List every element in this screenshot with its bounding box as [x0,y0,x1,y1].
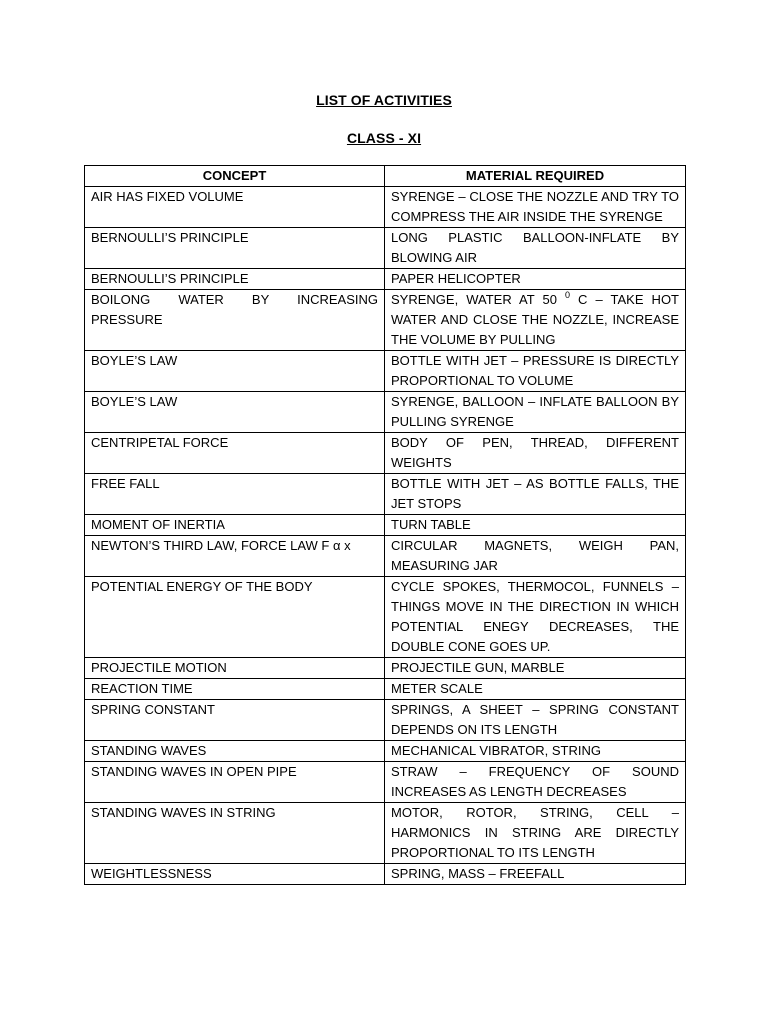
material-text-post: C – TAKE HOT WATER AND CLOSE THE NOZZLE, INCREASE THE VOLUME BY PULLING [391,292,679,347]
material-cell: SYRENGE – CLOSE THE NOZZLE AND TRY TO COMPRESS THE AIR INSIDE THE SYRENGE [385,187,686,228]
concept-cell: REACTION TIME [85,679,385,700]
table-row [85,228,686,269]
table-row [85,515,686,536]
concept-cell: AIR HAS FIXED VOLUME [85,187,385,228]
table-row [85,433,686,474]
table-row [85,762,686,803]
concept-cell: POTENTIAL ENERGY OF THE BODY [85,577,385,658]
table-header-row [85,166,686,187]
material-cell: PROJECTILE GUN, MARBLE [385,658,686,679]
material-text-pre: SYRENGE, WATER AT 50 [391,292,565,307]
table-row [85,351,686,392]
concept-cell: BERNOULLI’S PRINCIPLE [85,269,385,290]
table-row [85,803,686,864]
material-cell: MOTOR, ROTOR, STRING, CELL – HARMONICS IN STRING ARE DIRECTLY PROPORTIONAL TO ITS LENGTH [385,803,686,864]
material-cell: LONG PLASTIC BALLOON-INFLATE BY BLOWING AIR [385,228,686,269]
table-row [85,577,686,658]
concept-cell: MOMENT OF INERTIA [85,515,385,536]
column-header-concept: CONCEPT [85,166,385,187]
material-cell: CIRCULAR MAGNETS, WEIGH PAN, MEASURING JAR [385,536,686,577]
material-cell: STRAW – FREQUENCY OF SOUND INCREASES AS LENGTH DECREASES [385,762,686,803]
concept-cell: WEIGHTLESSNESS [85,864,385,885]
table-row [85,536,686,577]
concept-cell: STANDING WAVES [85,741,385,762]
material-cell: BOTTLE WITH JET – AS BOTTLE FALLS, THE JET STOPS [385,474,686,515]
table-row [85,290,686,351]
table-row [85,679,686,700]
table-row [85,187,686,228]
degree-superscript: 0 [565,290,571,300]
concept-cell: BOYLE’S LAW [85,392,385,433]
material-cell: METER SCALE [385,679,686,700]
table-row [85,700,686,741]
concept-cell: BERNOULLI’S PRINCIPLE [85,228,385,269]
material-cell: TURN TABLE [385,515,686,536]
concept-cell: STANDING WAVES IN OPEN PIPE [85,762,385,803]
document-title: LIST OF ACTIVITIES [316,92,452,108]
concept-cell: NEWTON’S THIRD LAW, FORCE LAW F α x [85,536,385,577]
material-cell: BODY OF PEN, THREAD, DIFFERENT WEIGHTS [385,433,686,474]
table-row [85,269,686,290]
material-cell [385,290,686,351]
material-cell: SPRINGS, A SHEET – SPRING CONSTANT DEPENDS ON ITS LENGTH [385,700,686,741]
concept-cell: STANDING WAVES IN STRING [85,803,385,864]
table-row [85,864,686,885]
material-cell: CYCLE SPOKES, THERMOCOL, FUNNELS – THINGS MOVE IN THE DIRECTION IN WHICH POTENTIAL ENEGY DECREASES, THE DOUBLE CONE GOES UP. [385,577,686,658]
table-row [85,474,686,515]
table-row [85,658,686,679]
concept-cell: BOYLE’S LAW [85,351,385,392]
table-row [85,741,686,762]
material-cell: PAPER HELICOPTER [385,269,686,290]
concept-cell: SPRING CONSTANT [85,700,385,741]
table-row [85,392,686,433]
material-cell: SYRENGE, BALLOON – INFLATE BALLOON BY PULLING SYRENGE [385,392,686,433]
material-cell: SPRING, MASS – FREEFALL [385,864,686,885]
document-subtitle: CLASS - XI [346,130,422,146]
activities-table [84,165,686,885]
column-header-material: MATERIAL REQUIRED [385,166,686,187]
concept-cell: CENTRIPETAL FORCE [85,433,385,474]
concept-cell: FREE FALL [85,474,385,515]
concept-cell: PROJECTILE MOTION [85,658,385,679]
material-cell: MECHANICAL VIBRATOR, STRING [385,741,686,762]
material-cell: BOTTLE WITH JET – PRESSURE IS DIRECTLY PROPORTIONAL TO VOLUME [385,351,686,392]
concept-cell: BOILONG WATER BY INCREASING PRESSURE [85,290,385,351]
